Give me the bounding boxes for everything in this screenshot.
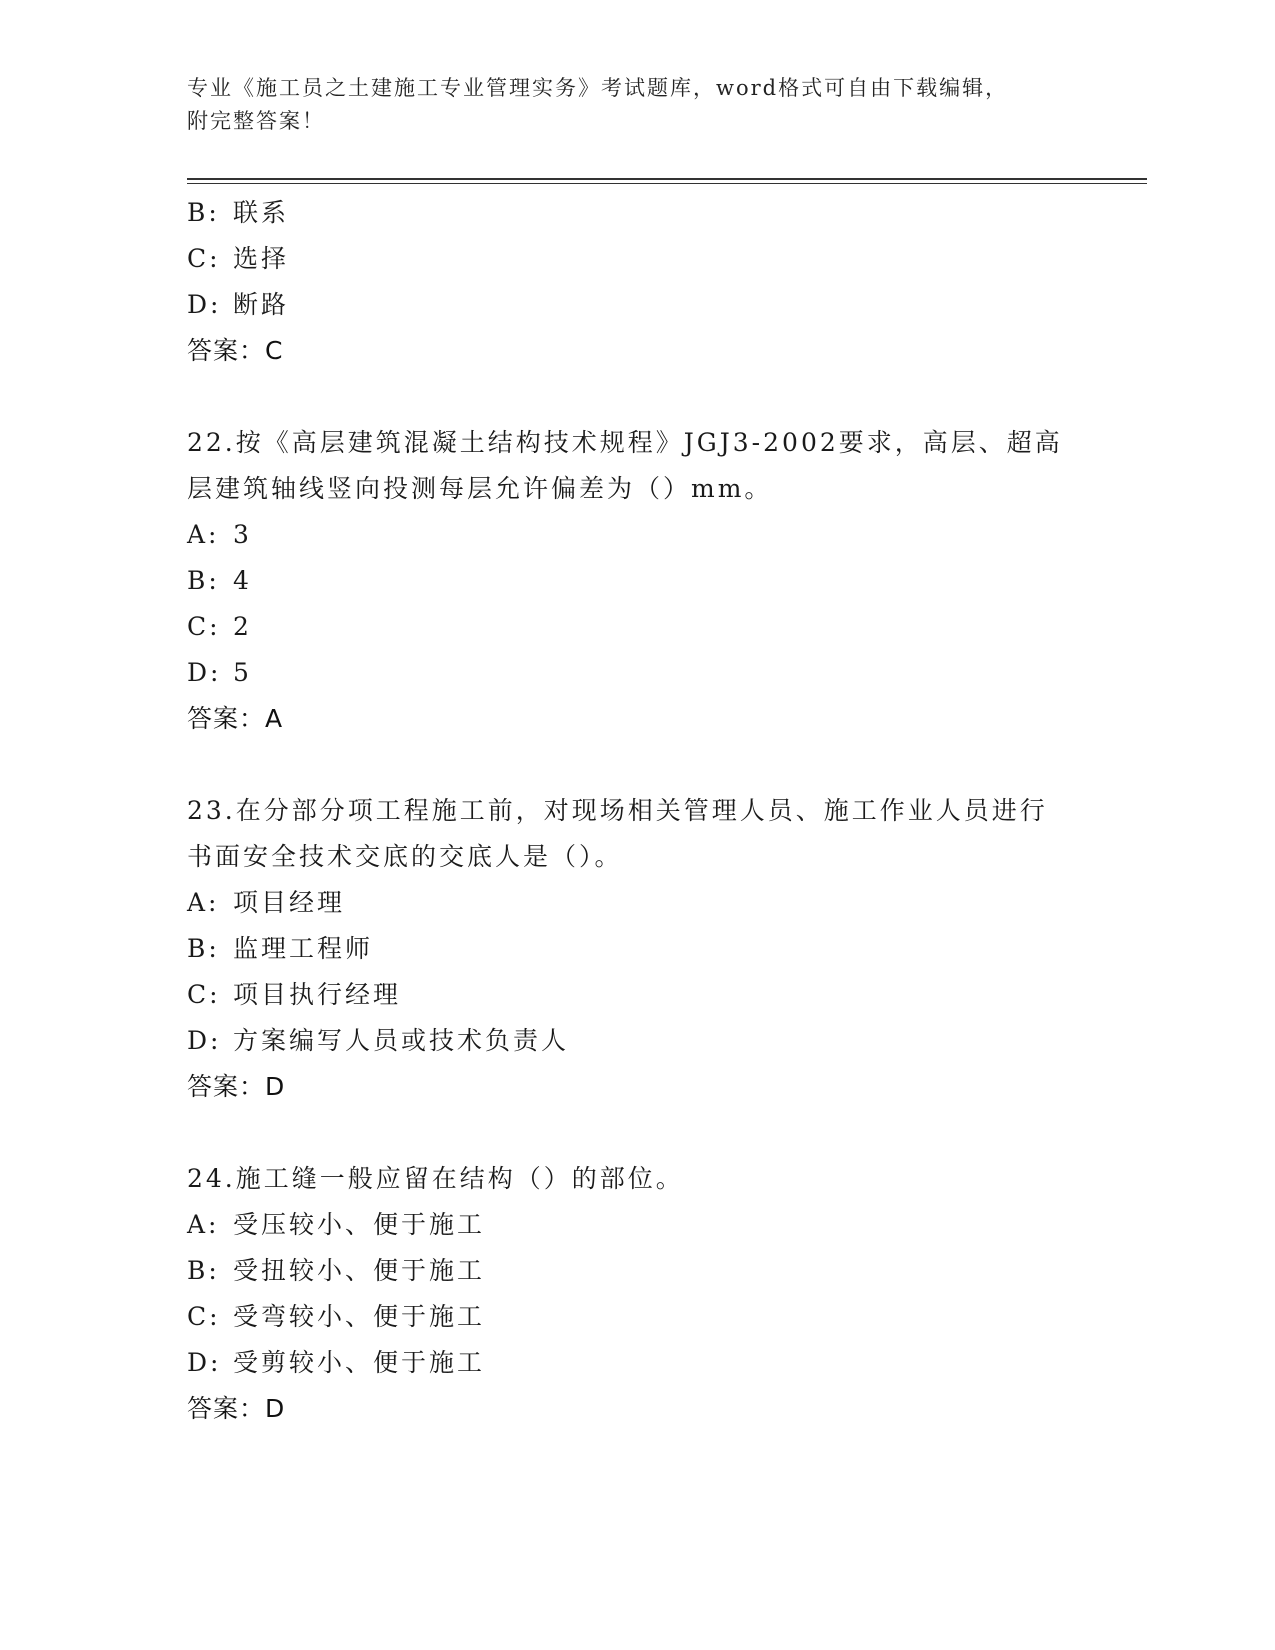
- question-stem-line-2: 书面安全技术交底的交底人是（）。: [187, 842, 623, 871]
- spacer: [187, 742, 1087, 788]
- answer: 答案：D: [187, 1394, 286, 1423]
- answer: 答案：C: [187, 336, 284, 365]
- option-text: 3: [233, 520, 252, 549]
- option-b: [187, 190, 1087, 236]
- spacer: [187, 374, 1087, 420]
- option-d: [187, 1340, 1087, 1386]
- option-text: 受扭较小、便于施工: [233, 1256, 486, 1285]
- option-label: D:: [187, 1026, 222, 1055]
- question-24: [187, 1156, 1087, 1432]
- option-text: 断路: [233, 290, 290, 319]
- question-stem-line-1: 22.按《高层建筑混凝土结构技术规程》JGJ3-2002要求，高层、超高: [187, 428, 1063, 457]
- option-text: 4: [233, 566, 252, 595]
- option-c: [187, 604, 1087, 650]
- option-text: 受剪较小、便于施工: [233, 1348, 486, 1377]
- question-list: [187, 190, 1087, 1432]
- option-text: 受压较小、便于施工: [233, 1210, 486, 1239]
- option-text: 选择: [233, 244, 290, 273]
- option-text: 5: [233, 658, 252, 687]
- option-label: D:: [187, 290, 222, 319]
- question-22: [187, 420, 1087, 742]
- option-text: 联系: [233, 198, 290, 227]
- answer: 答案：D: [187, 1072, 286, 1101]
- option-c: [187, 1294, 1087, 1340]
- option-text: 项目执行经理: [233, 980, 402, 1009]
- header-divider-top: [187, 178, 1147, 180]
- option-c: [187, 972, 1087, 1018]
- option-label: B:: [187, 566, 220, 595]
- option-label: C:: [187, 1302, 221, 1331]
- option-label: B:: [187, 198, 220, 227]
- option-text: 方案编写人员或技术负责人: [233, 1026, 570, 1055]
- answer: 答案：A: [187, 704, 284, 733]
- option-d: [187, 282, 1087, 328]
- question-stem-line-1: 24.施工缝一般应留在结构（）的部位。: [187, 1164, 684, 1193]
- option-b: [187, 1248, 1087, 1294]
- option-d: [187, 1018, 1087, 1064]
- option-text: 项目经理: [233, 888, 346, 917]
- option-a: [187, 880, 1087, 926]
- option-label: A:: [187, 1210, 220, 1239]
- option-label: A:: [187, 520, 220, 549]
- option-label: D:: [187, 1348, 222, 1377]
- header-divider-bottom: [187, 183, 1147, 184]
- header-line-1: 专业《施工员之土建施工专业管理实务》考试题库，word格式可自由下载编辑，: [187, 76, 1009, 100]
- document-header: [187, 72, 1087, 138]
- option-c: [187, 236, 1087, 282]
- option-label: B:: [187, 1256, 220, 1285]
- option-label: C:: [187, 612, 221, 641]
- option-label: B:: [187, 934, 220, 963]
- option-label: A:: [187, 888, 220, 917]
- option-text: 2: [233, 612, 252, 641]
- question-21-continued: [187, 190, 1087, 374]
- spacer: [187, 1110, 1087, 1156]
- header-line-2: 附完整答案！: [187, 109, 325, 133]
- question-stem-line-2: 层建筑轴线竖向投测每层允许偏差为（）mm。: [187, 474, 773, 503]
- option-text: 受弯较小、便于施工: [233, 1302, 486, 1331]
- option-label: D:: [187, 658, 222, 687]
- option-label: C:: [187, 244, 221, 273]
- option-a: [187, 512, 1087, 558]
- question-23: [187, 788, 1087, 1110]
- option-text: 监理工程师: [233, 934, 374, 963]
- option-b: [187, 926, 1087, 972]
- option-label: C:: [187, 980, 221, 1009]
- question-stem-line-1: 23.在分部分项工程施工前，对现场相关管理人员、施工作业人员进行: [187, 796, 1048, 825]
- option-b: [187, 558, 1087, 604]
- option-a: [187, 1202, 1087, 1248]
- option-d: [187, 650, 1087, 696]
